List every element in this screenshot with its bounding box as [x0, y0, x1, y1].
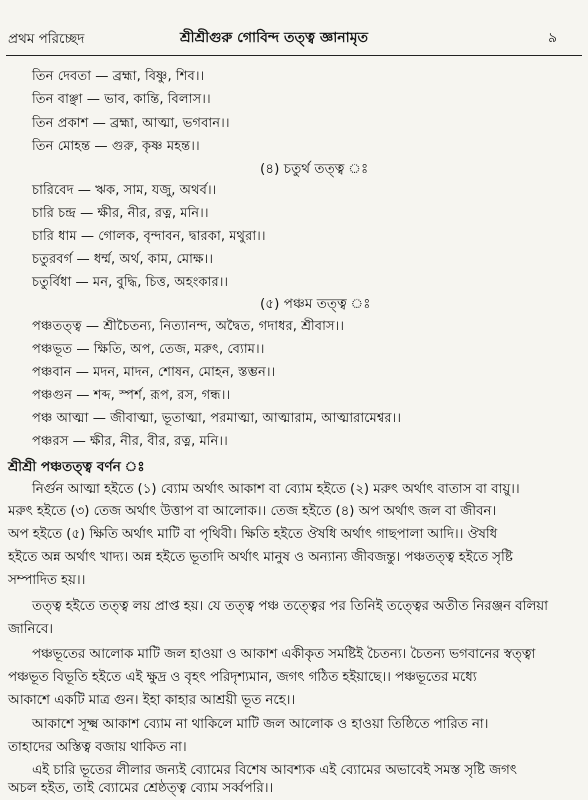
paragraph-line: নির্গুন আত্মা হইতে (১) ব্যোম অর্থাৎ আকাশ বা ব্যোম হইতে (২) মরুৎ অর্থাৎ বাতাস বা বায়ু।। [32, 482, 520, 497]
paragraph-line: তাহাদের অস্তিত্ব বজায় থাকিত না। [8, 740, 187, 755]
list-item: তিন মোহন্ত — গুরু, কৃষ্ণ মহন্ত।। [32, 139, 200, 154]
list-item: পঞ্চরস — ক্ষীর, নীর, বীর, রত্ন, মনি।। [32, 434, 228, 449]
section-heading-5: (৫) পঞ্চম তত্ত্ব ঃ [260, 296, 371, 312]
chapter-title: প্রথম পরিচ্ছেদ [8, 31, 85, 47]
paragraph-line: মরুৎ হইতে (৩) তেজ অর্থাৎ উত্তাপ বা আলোক।। তেজ হইতে (৪) অপ অর্থাৎ জল বা জীবন। [8, 504, 497, 519]
paragraph-line: এই চারি ভূতের লীলার জন্যই ব্যোমের বিশেষ আবশ্যক এই ব্যোমের অভাবেই সমস্ত সৃষ্টি জগৎ [32, 763, 517, 778]
paragraph-line: হইতে অন্ন অর্থাৎ খাদ্য। অন্ন হইতে ভূতাদি অর্থাৎ মানুষ ও অন্যান্য জীবজন্তু। পঞ্চতত্ত্ব হইতে সৃষ্টি [8, 550, 513, 565]
section-heading-4: (৪) চতুর্থ তত্ত্ব ঃ [260, 161, 369, 177]
page-number: ৯ [548, 30, 558, 46]
paragraph-line: অচল হইত, তাই ব্যোমের শ্রেষ্ঠত্ত্ব ব্যোম সর্ব্বপরি।। [8, 781, 274, 796]
list-item: পঞ্চগুন — শব্দ, স্পর্শ, রূপ, রস, গন্ধ।। [32, 388, 231, 403]
paragraph-line: সম্পাদিত হয়।। [8, 573, 86, 588]
list-item: চারিবেদ — ঋক, সাম, যজু, অথর্ব।। [32, 183, 217, 198]
list-item: চতুর্বিধা — মন, বুদ্ধি, চিত্ত, অহংকার।। [32, 275, 229, 290]
list-item: চারি চন্দ্র — ক্ষীর, নীর, রত্ন, মনি।। [32, 206, 209, 221]
paragraph-line: তত্ত্ব হইতে তত্ত্ব লয় প্রাপ্ত হয়। যে তত্ত্ব পঞ্চ তত্ত্বের পর তিনিই তত্ত্বের অতীত নিরঞ্জন বলিয়া [32, 599, 548, 614]
list-item: তিন প্রকাশ — ব্রহ্মা, আত্মা, ভগবান।। [32, 116, 230, 131]
list-item: চারি ধাম — গোলক, বৃন্দাবন, দ্বারকা, মথুরা।। [32, 229, 266, 244]
header-divider [6, 55, 582, 56]
list-item: তিন বাঞ্ছা — ভাব, কান্তি, বিলাস।। [32, 92, 211, 107]
list-item: চতুরবর্গ — ধর্ম্ম, অর্থ, কাম, মোক্ষ।। [32, 252, 214, 267]
list-item: পঞ্চতত্ত্ব — শ্রীচৈতন্য, নিত্যানন্দ, অদ্বৈত, গদাধর, শ্রীবাস।। [32, 319, 345, 334]
list-item: পঞ্চবান — মদন, মাদন, শোষন, মোহন, স্তম্ভন।। [32, 365, 276, 380]
page-header [0, 28, 588, 52]
paragraph-line: জানিবে। [8, 622, 53, 637]
list-item: পঞ্চভূত — ক্ষিতি, অপ, তেজ, মরুৎ, ব্যোম।। [32, 342, 265, 357]
section-title: শ্রীশ্রী পঞ্চতত্ত্ব বর্ণন ঃ [8, 459, 145, 475]
paragraph-line: পঞ্চভূতের আলোক মাটি জল হাওয়া ও আকাশ একীকৃত সমষ্টিই চৈতন্য। চৈতন্য ভগবানের স্বত্ত্বা [32, 647, 536, 662]
paragraph-line: আকাশে একটি মাত্র গুন। ইহা কাহার আশ্রয়ী ভূত নহে।। [8, 693, 296, 708]
paragraph-line: পঞ্চভূত বিভূতি হইতে এই ক্ষুদ্র ও বৃহৎ পরিদৃশ্যমান, জগৎ গঠিত হইয়াছে।। পঞ্চভূতের মধ্যে [8, 670, 477, 685]
paragraph-line: অপ হইতে (৫) ক্ষিতি অর্থাৎ মাটি বা পৃথিবী। ক্ষিতি হইতে ঔষধি অর্থাৎ গাছপালা আদি।। ঔষধি [8, 527, 498, 542]
book-title: শ্রীশ্রীগুরু গোবিন্দ তত্ত্ব জ্ঞানামৃত [180, 30, 368, 46]
list-item: তিন দেবতা — ব্রহ্মা, বিষ্ণু, শিব।। [32, 69, 205, 84]
paragraph-line: আকাশে সূক্ষ্ম আকাশ ব্যোম না থাকিলে মাটি জল আলোক ও হাওয়া তিষ্ঠিতে পারিত না। [32, 717, 489, 732]
list-item: পঞ্চ আত্মা — জীবাত্মা, ভূতাত্মা, পরমাত্মা, আত্মারাম, আত্মারামেশ্বর।। [32, 411, 402, 426]
